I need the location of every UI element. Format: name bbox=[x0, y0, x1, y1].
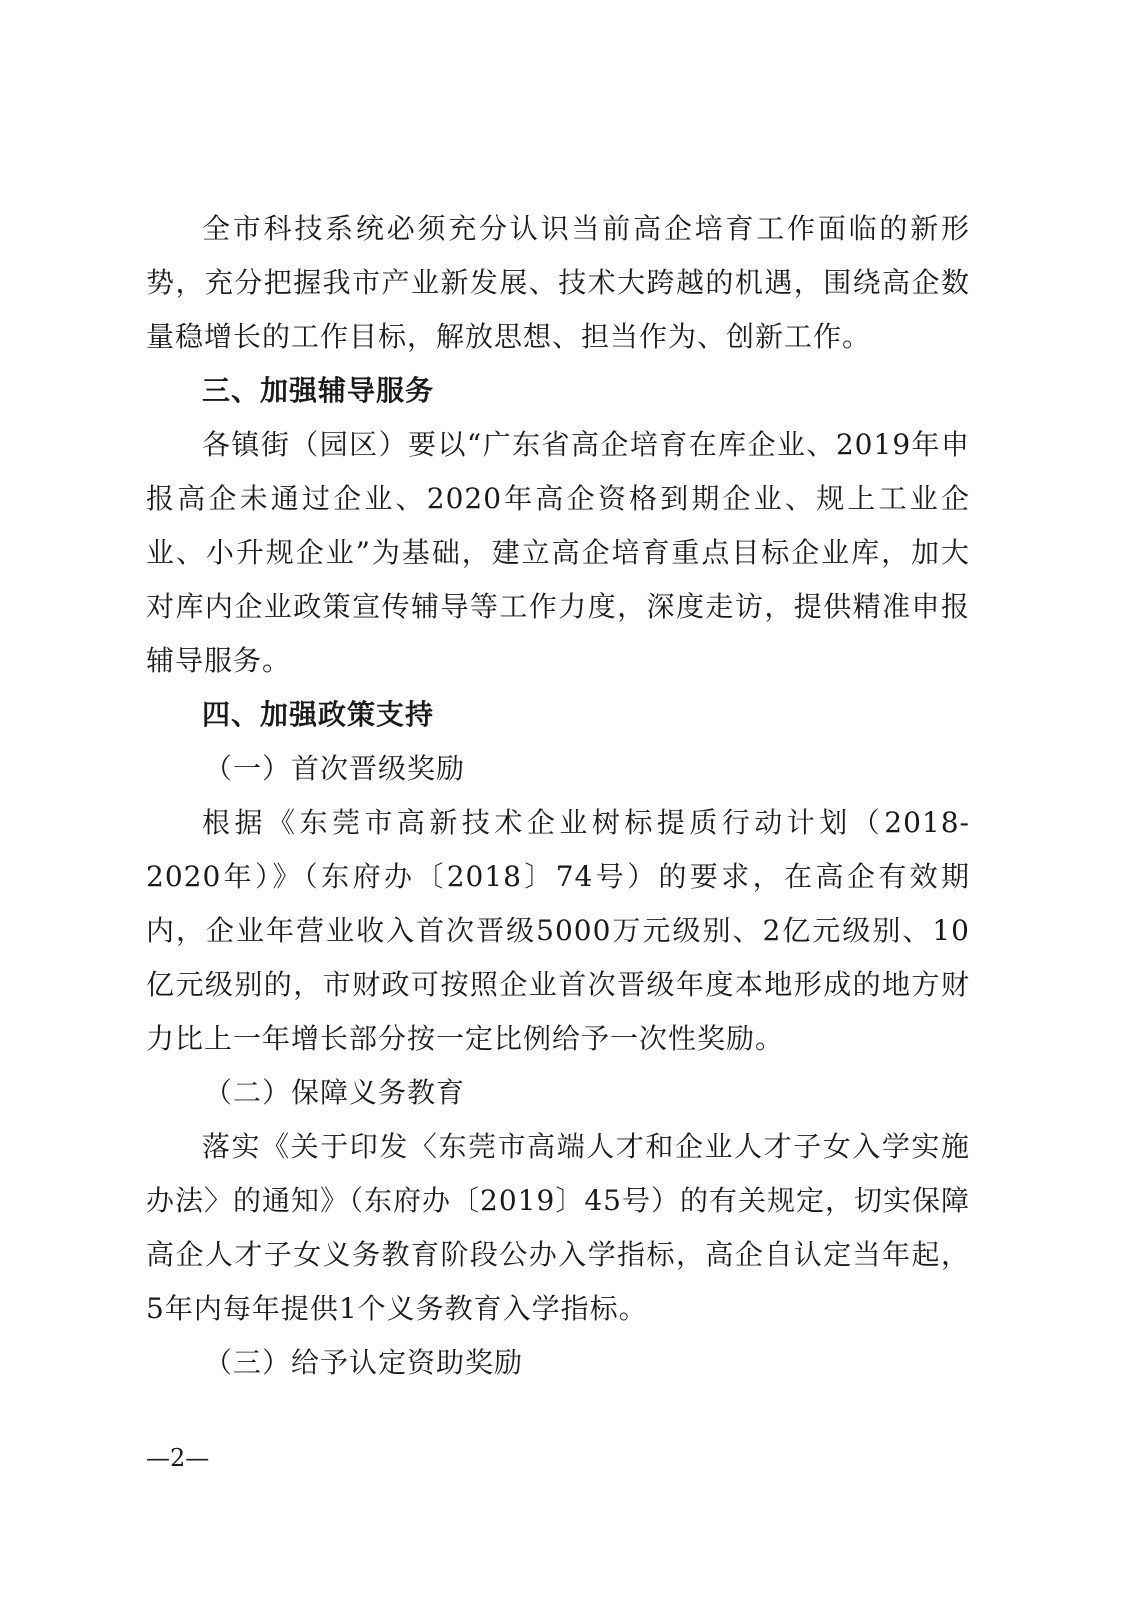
subheading-1: （一）首次晋级奖励 bbox=[204, 752, 466, 785]
section-heading-4: 四、加强政策支持 bbox=[202, 698, 435, 731]
page-number: —2— bbox=[146, 1444, 210, 1472]
paragraph-intro: 全市科技系统必须充分认识当前高企培育工作面临的新形势，充分把握我市产业新发展、技术大跨越的机遇，围绕高企数量稳增长的工作目标，解放思想、担当作为、创新工作。 bbox=[146, 212, 970, 353]
section-heading-3: 三、加强辅导服务 bbox=[202, 374, 435, 407]
paragraph-guidance: 各镇街（园区）要以“广东省高企培育在库企业、2019年申报高企未通过企业、2020年高企资格到期企业、规上工业企业、小升规企业”为基础，建立高企培育重点目标企业库，加大对库内企业政策宣传辅导等工作力度，深度走访，提供精准申报辅导服务。 bbox=[146, 428, 970, 677]
subheading-3: （三）给予认定资助奖励 bbox=[204, 1346, 524, 1379]
subheading-2: （二）保障义务教育 bbox=[204, 1076, 466, 1109]
document-body bbox=[146, 202, 970, 1390]
paragraph-education: 落实《关于印发〈东莞市高端人才和企业人才子女入学实施办法〉的通知》（东府办〔2019〕45号）的有关规定，切实保障高企人才子女义务教育阶段公办入学指标，高企自认定当年起，5年内每年提供1个义务教育入学指标。 bbox=[146, 1130, 970, 1325]
paragraph-first-upgrade: 根据《东莞市高新技术企业树标提质行动计划（2018-2020年）》（东府办〔2018〕74号）的要求，在高企有效期内，企业年营业收入首次晋级5000万元级别、2亿元级别、10亿元级别的，市财政可按照企业首次晋级年度本地形成的地方财力比上一年增长部分按一定比例给予一次性奖励。 bbox=[146, 806, 970, 1055]
